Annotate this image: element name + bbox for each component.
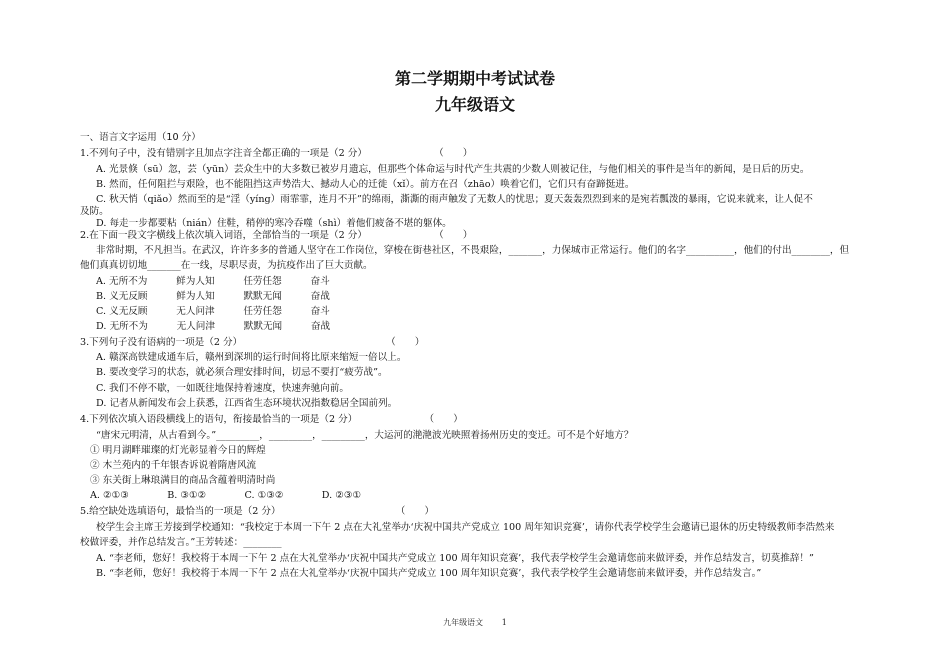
- q5-passage-continued: 校做评委，并作总结发言。”王芳转述：________: [80, 537, 282, 548]
- exam-subtitle: 九年级语文: [434, 95, 515, 114]
- q1-option-c: C. 秋天悄（qiǎo）然而至的是“淫（yíng）雨霏霏，连月不开”的绵雨，澌澌的雨声触发了无数人的忧思；夏天轰轰烈烈到来的是宛若瓢泼的暴雨，它说来就来，让人促不: [96, 194, 813, 205]
- q2-option-b: B. 义无反顾 鲜为人知 默默无闻 奋战: [96, 291, 330, 302]
- q5-passage: 校学生会主席王芳接到学校通知：“我校定于本周一下午 2 点在大礼堂举办‘庆祝中国共产党成立 100 周年知识竞赛’，请你代表学校学生会邀请已退休的历史特级教师李浩然来: [96, 522, 835, 533]
- q1-option-d: D. 每走一步都要粘（nián）住鞋，稍停的寒冷吞噬（shì）着他们疲备不堪的躯体。: [96, 218, 452, 229]
- q3-option-b: B. 要改变学习的状态，就必须合理安排时间，切忌不要打“疲劳战”。: [96, 367, 388, 378]
- q4-sentence-2: ② 木兰苑内的千年银杏诉说着隋唐风流: [90, 460, 257, 471]
- q2-passage-continued: 他们真真切切地_______在一线，尽职尽责，为抗疫作出了巨大贡献。: [80, 260, 373, 271]
- q2-option-c: C. 义无反顾 无人问津 任劳任怨 奋斗: [96, 306, 330, 317]
- section-heading: 一、语言文字运用（10 分）: [80, 132, 201, 143]
- q5-option-a: A. “李老师，您好！我校将于本周一下午 2 点在大礼堂举办‘庆祝中国共产党成立 100 周年知识竞赛’，我代表学校学生会邀请您前来做评委，并作总结发言，切莫推辞！”: [96, 553, 814, 564]
- q4-passage: “唐宋元明清，从古看到今。”_________，_________，_________，大运河的滟滟波光映照着扬州历史的变迁。可不是个好地方？: [96, 430, 634, 441]
- q2-option-a: A. 无所不为 鲜为人知 任劳任怨 奋斗: [96, 276, 330, 287]
- page-footer: [0, 617, 950, 628]
- question-3: 3.下列句子没有语病的一项是（2 分） （ ）: [80, 337, 425, 348]
- q2-option-d: D. 无所不为 无人问津 默默无闻 奋战: [96, 321, 331, 332]
- q3-option-a: A. 赣深高铁建成通车后，赣州到深圳的运行时间将比原来缩短一倍以上。: [96, 352, 407, 363]
- question-1: 1.不列句子中，没有错别字且加点字注音全都正确的一项是（2 分） （ ）: [80, 148, 473, 159]
- q1-option-c-continued: 及防。: [80, 206, 109, 217]
- q4-options: A. ②①③ B. ③①② C. ①③② D. ②③①: [90, 490, 362, 501]
- question-5: 5.给空缺处选填语句，最恰当的一项是（2 分） （ ）: [80, 506, 435, 517]
- question-2: 2.在下面一段文字横线上依次填入词语，全部恰当的一项是（2 分） （ ）: [80, 230, 473, 241]
- q2-passage: 非常时期，不凡担当。在武汉，许许多多的普通人坚守在工作岗位，穿梭在街巷社区，不畏艰险，_______，力保城市正常运行。他们的名字__________，他们的付出________，但: [96, 245, 850, 256]
- q4-sentence-1: ① 明月湖畔璀璨的灯光彰显着今日的辉煌: [90, 445, 266, 456]
- q3-option-c: C. 我们不停不歇，一如既往地保持着速度，快速奔驰向前。: [96, 383, 349, 394]
- page-number: 1: [501, 618, 507, 627]
- q3-option-d: D. 记者从新闻发布会上获悉，江西省生态环境状况指数稳居全国前列。: [96, 398, 398, 409]
- exam-title: 第二学期期中考试试卷: [394, 69, 555, 88]
- footer-label: 九年级语文: [443, 618, 484, 627]
- q5-option-b: B. “李老师，您好！我校将于本周一下午 2 点在大礼堂举办‘庆祝中国共产党成立 100 周年知识竞赛’，我代表学校学生会邀请您前来做评委，并作总结发言。”: [96, 568, 762, 579]
- q1-option-a: A. 光景倏（sū）忽，芸（yūn）芸众生中的大多数已被岁月遗忘，但那些个体命运与时代产生共震的少数人则被记住，与他们相关的事件是当年的新闻，是日后的历史。: [96, 164, 810, 175]
- q4-sentence-3: ③ 东关街上琳琅满目的商品含蕴着明清时尚: [90, 475, 276, 486]
- q1-option-b: B. 然而，任何阻拦与艰险，也不能阻挡这声势浩大、撼动人心的迁徙（xǐ）。前方在召（zhāo）唤着它们，它们只有奋蹄挺进。: [96, 179, 635, 190]
- question-4: 4.下列依次填入语段横线上的语句，衔接最恰当的一项是（2 分） （ ）: [80, 414, 463, 425]
